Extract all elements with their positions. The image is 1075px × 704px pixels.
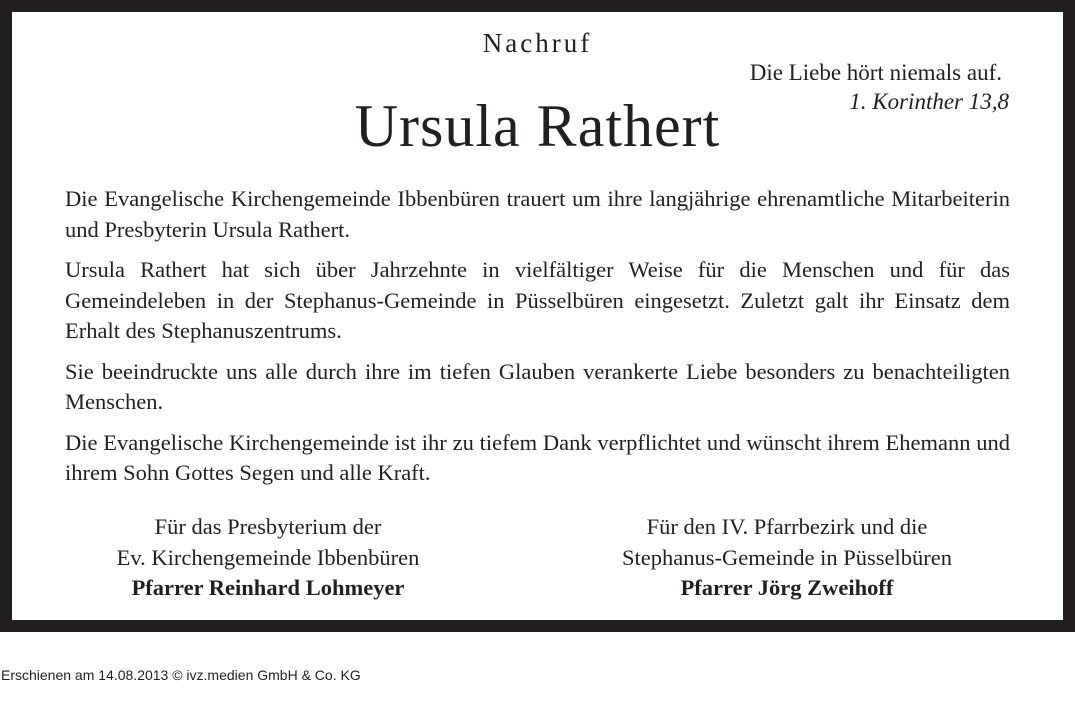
- paragraph-1: Die Evangelische Kirchengemeinde Ibbenbüren trauert um ihre langjährige ehrenamtliche Mitarbeiterin und Presbyterin Ursula Rathert.: [65, 186, 1010, 242]
- signature-right-line2: Stephanus-Gemeinde in Püsselbüren: [622, 544, 952, 570]
- paragraph-3: Sie beeindruckte uns alle durch ihre im tiefen Glauben verankerte Liebe besonders zu benachteiligten Menschen.: [65, 358, 1010, 414]
- publication-footer: Erschienen am 14.08.2013 © ivz.medien GmbH & Co. KG: [1, 667, 361, 683]
- signature-left-line2: Ev. Kirchengemeinde Ibbenbüren: [116, 544, 420, 570]
- signature-right-signer: Pfarrer Jörg Zweihoff: [680, 575, 894, 600]
- signature-left-signer: Pfarrer Reinhard Lohmeyer: [131, 575, 405, 600]
- deceased-name: Ursula Rathert: [354, 93, 721, 159]
- signature-right-line1: Für den IV. Pfarrbezirk und die: [646, 514, 928, 539]
- paragraph-2: Ursula Rathert hat sich über Jahrzehnte in vielfältiger Weise für die Menschen und für das Gemeindeleben in der Stephanus-Gemeinde in Püsselbüren eingesetzt. Zuletzt galt ihr Einsatz dem Erhalt des Stephanuszentrums.: [65, 257, 1010, 343]
- notice-heading: Nachruf: [482, 28, 593, 58]
- signature-block-right: [587, 512, 987, 604]
- quote-reference: 1. Korinther 13,8: [849, 89, 1009, 114]
- signature-left-line1: Für das Presbyterium der: [154, 514, 382, 539]
- signature-block-left: [88, 512, 448, 604]
- paragraph-4: Die Evangelische Kirchengemeinde ist ihr zu tiefem Dank verpflichtet und wünscht ihrem Ehemann und ihrem Sohn Gottes Segen und alle Kraft.: [65, 429, 1010, 485]
- notice-body: [65, 184, 1010, 499]
- quote-verse: Die Liebe hört niemals auf.: [749, 60, 1002, 85]
